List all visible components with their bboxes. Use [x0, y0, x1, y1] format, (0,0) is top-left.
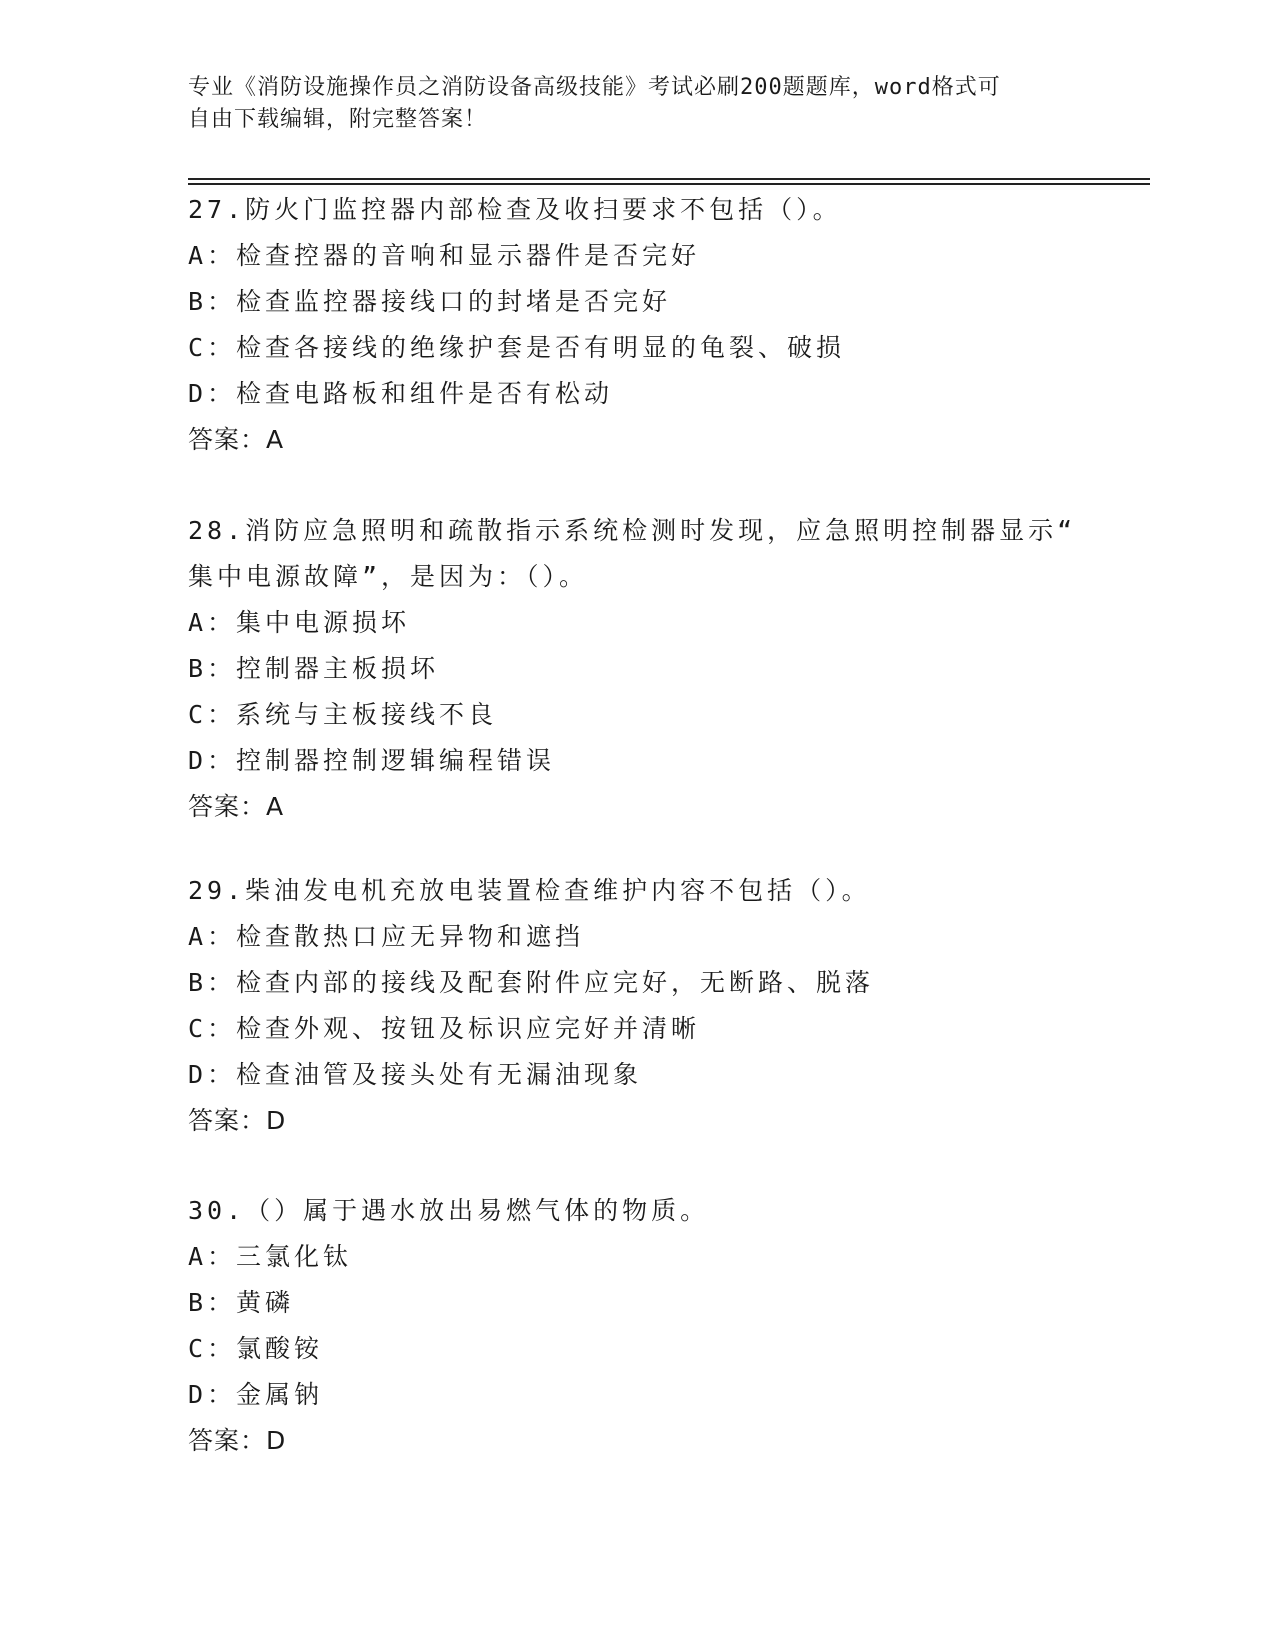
option-c: C：系统与主板接线不良 — [188, 700, 498, 729]
option-a: A：检查控器的音响和显示器件是否完好 — [188, 241, 701, 270]
option-d: D：检查油管及接头处有无漏油现象 — [188, 1060, 643, 1089]
option-c: C：氯酸铵 — [188, 1334, 324, 1363]
document-header — [188, 72, 1088, 136]
option-a: A：三氯化钛 — [188, 1242, 353, 1271]
option-b: B：检查监控器接线口的封堵是否完好 — [188, 287, 672, 316]
header-line-2: 自由下载编辑，附完整答案！ — [188, 107, 488, 132]
question-stem: 27.防火门监控器内部检查及收扫要求不包括（）。 — [188, 195, 842, 224]
answer: 答案：D — [188, 1426, 287, 1455]
option-b: B：黄磷 — [188, 1288, 295, 1317]
header-line-1: 专业《消防设施操作员之消防设备高级技能》考试必刷200题题库，word格式可 — [188, 75, 1001, 100]
question-stem: 29.柴油发电机充放电装置检查维护内容不包括（）。 — [188, 876, 871, 905]
answer: 答案：A — [188, 425, 285, 454]
option-d: D：控制器控制逻辑编程错误 — [188, 746, 556, 775]
question-27 — [188, 187, 1088, 463]
question-29 — [188, 868, 1088, 1144]
header-divider-bottom — [188, 183, 1150, 185]
header-divider-top — [188, 178, 1150, 180]
option-b: B：控制器主板损坏 — [188, 654, 440, 683]
question-28 — [188, 508, 1088, 830]
option-d: D：金属钠 — [188, 1380, 324, 1409]
question-stem-line-1: 28.消防应急照明和疏散指示系统检测时发现，应急照明控制器显示“ — [188, 516, 1077, 545]
answer: 答案：A — [188, 792, 285, 821]
question-30 — [188, 1188, 1088, 1464]
option-a: A：检查散热口应无异物和遮挡 — [188, 922, 585, 951]
question-stem: 30.（）属于遇水放出易燃气体的物质。 — [188, 1196, 710, 1225]
option-d: D：检查电路板和组件是否有松动 — [188, 379, 614, 408]
option-c: C：检查各接线的绝缘护套是否有明显的龟裂、破损 — [188, 333, 846, 362]
answer: 答案：D — [188, 1106, 287, 1135]
option-c: C：检查外观、按钮及标识应完好并清晰 — [188, 1014, 701, 1043]
question-stem-line-2: 集中电源故障”，是因为：（）。 — [188, 562, 589, 591]
option-a: A：集中电源损坏 — [188, 608, 411, 637]
option-b: B：检查内部的接线及配套附件应完好，无断路、脱落 — [188, 968, 875, 997]
